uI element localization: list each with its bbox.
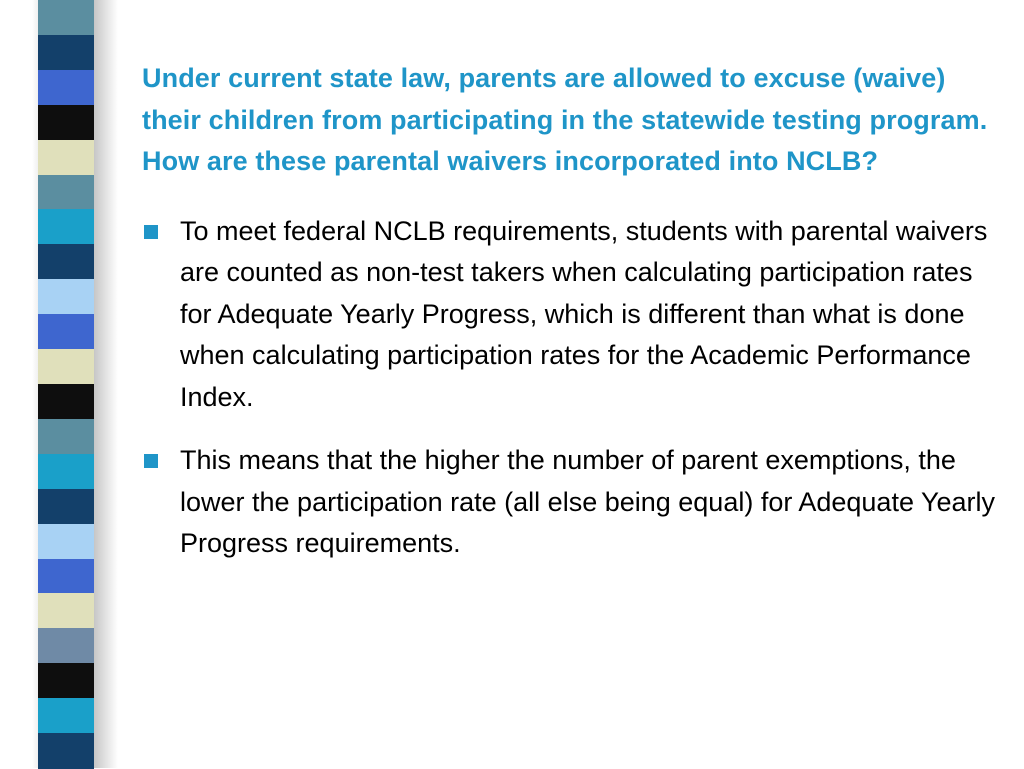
- decorative-stripe-bar: [38, 0, 94, 768]
- stripe-block: [38, 244, 94, 280]
- stripe-block: [38, 559, 94, 595]
- stripe-block: [38, 384, 94, 420]
- stripe-block: [38, 524, 94, 560]
- bullet-item: [142, 440, 1002, 565]
- stripe-block: [38, 628, 94, 664]
- stripe-block: [38, 454, 94, 490]
- stripe-block: [38, 70, 94, 106]
- stripe-block: [38, 663, 94, 699]
- stripe-block: [38, 105, 94, 141]
- slide-content: [142, 58, 1002, 587]
- stripe-block: [38, 0, 94, 36]
- stripe-block: [38, 489, 94, 525]
- stripe-block: [38, 140, 94, 176]
- square-bullet-icon: [144, 454, 158, 468]
- stripe-block: [38, 209, 94, 245]
- stripe-block: [38, 733, 94, 769]
- bullet-text: This means that the higher the number of parent exemptions, the lower the participation rate (all else being equal) for Adequate Yearly Progress requirements.: [180, 445, 996, 558]
- stripe-block: [38, 698, 94, 734]
- bullet-text: To meet federal NCLB requirements, students with parental waivers are counted as non-test takers when calculating participation rates for Adequate Yearly Progress, which is different than what is done when calculating participation rates for the Academic Performance Index.: [180, 215, 988, 412]
- slide-title: Under current state law, parents are allowed to excuse (waive) their children from participating in the statewide testing program. How are these parental waivers incorporated into NCLB?: [142, 63, 988, 176]
- bullet-item: [142, 211, 1002, 419]
- stripe-block: [38, 35, 94, 71]
- stripe-block: [38, 279, 94, 315]
- square-bullet-icon: [144, 225, 158, 239]
- stripe-block: [38, 314, 94, 350]
- stripe-block: [38, 175, 94, 211]
- bullet-list: [142, 211, 1002, 565]
- stripe-edge-light: [32, 0, 38, 768]
- stripe-shadow: [94, 0, 118, 768]
- stripe-block: [38, 593, 94, 629]
- stripe-block: [38, 419, 94, 455]
- stripe-block: [38, 349, 94, 385]
